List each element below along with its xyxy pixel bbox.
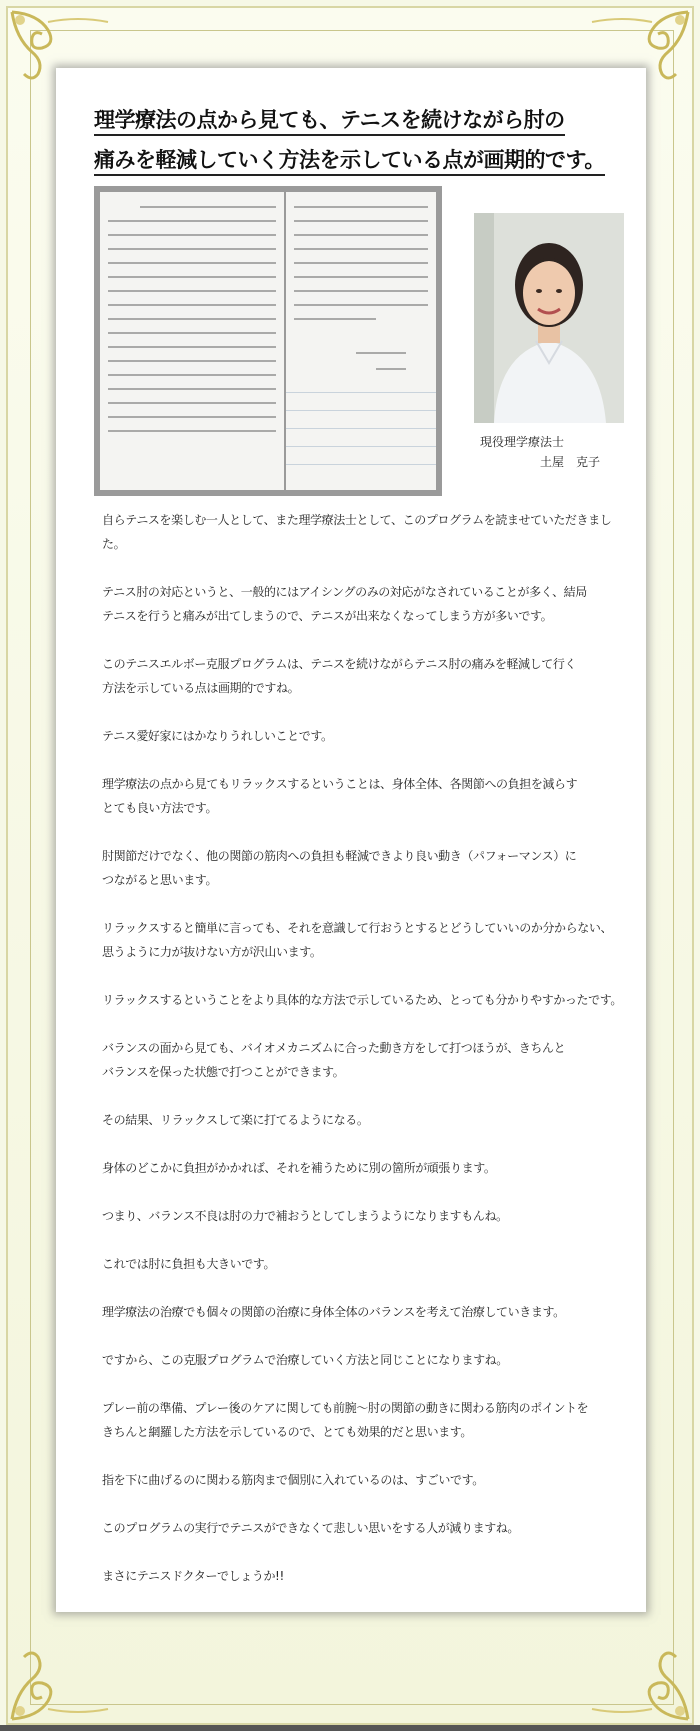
paragraph: これでは肘に負担も大きいです。 [102,1257,276,1271]
paragraph: このテニスエルボー克服プログラムは、テニスを続けながらテニス肘の痛みを軽減して行く 方法を示している点は画期的ですね。 [102,657,577,695]
paragraph: つまり、バランス不良は肘の力で補おうとしてしまうようになりますもんね。 [102,1209,508,1223]
paragraph: 肘関節だけでなく、他の関節の筋肉への負担も軽減できより良い動き（パフォーマンス）に つながると思います。 [102,849,577,887]
paragraph: リラックスするということをより具体的な方法で示しているため、とっても分かりやすかったです。 [102,993,622,1007]
testimonial-body [102,508,622,1612]
testimonial-panel [56,68,646,1612]
letter-left-page [100,192,284,490]
therapist-portrait [474,213,624,423]
paragraph: 指を下に曲げるのに関わる筋肉まで個別に入れているのは、すごいです。 [102,1473,484,1487]
headline [94,100,614,180]
paragraph: テニス肘の対応というと、一般的にはアイシングのみの対応がなされていることが多く、結局 テニスを行うと痛みが出てしまうので、テニスが出来なくなってしまう方が多いです。 [102,585,587,623]
paragraph: その結果、リラックスして楽に打てるようになる。 [102,1113,369,1127]
letter-right-page [286,192,436,490]
paragraph: このプログラムの実行でテニスができなくて悲しい思いをする人が減りますね。 [102,1521,520,1535]
therapist-name: 土屋 克子 [540,455,601,469]
paragraph: 自らテニスを楽しむ一人として、また理学療法士として、このプログラムを読ませていただきました。 [102,513,612,551]
paragraph: バランスの面から見ても、バイオメカニズムに合った動き方をして打つほうが、きちんと バランスを保った状態で打つことができます。 [102,1041,566,1079]
headline-line-2: 痛みを軽減していく方法を示している点が画期的です。 [94,148,605,176]
headline-line-1: 理学療法の点から見ても、テニスを続けながら肘の [94,108,565,136]
paragraph: テニス愛好家にはかなりうれしいことです。 [102,729,333,743]
ornament-corner-icon [8,1643,118,1723]
paragraph: 理学療法の治療でも個々の関節の治療に身体全体のバランスを考えて治療していきます。 [102,1305,565,1319]
paragraph: 身体のどこかに負担がかかれば、それを補うために別の箇所が頑張ります。 [102,1161,496,1175]
portrait-caption [480,432,640,472]
paragraph: 理学療法の点から見てもリラックスするということは、身体全体、各関節への負担を減らす とても良い方法です。 [102,777,578,815]
paragraph: ですから、この克服プログラムで治療していく方法と同じことになりますね。 [102,1353,508,1367]
ornament-corner-icon [582,1643,692,1723]
paragraph: リラックスすると簡単に言っても、それを意識して行おうとするとどうしていいのか分からない、 思うように力が抜けない方が沢山います。 [102,921,613,959]
bottom-border [0,1725,700,1731]
handwritten-letter-photo [94,186,442,496]
portrait-illustration [474,213,624,423]
paragraph: プレー前の準備、プレー後のケアに関しても前腕～肘の関節の動きに関わる筋肉のポイントを きちんと網羅した方法を示しているので、とても効果的だと思います。 [102,1401,589,1439]
paragraph: まさにテニスドクターでしょうか!! [102,1569,284,1583]
therapist-role: 現役理学療法士 [480,435,565,449]
